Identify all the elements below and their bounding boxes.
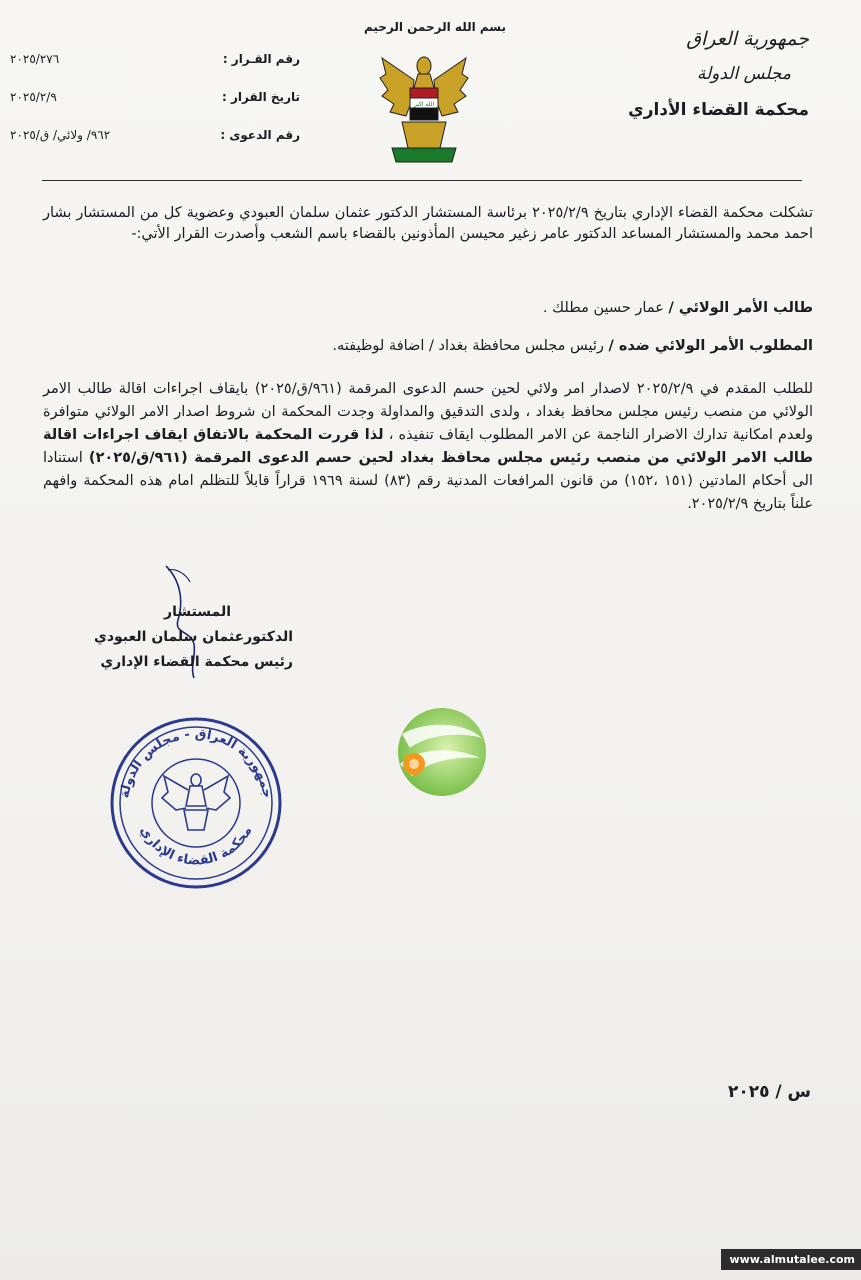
source-url-footer[interactable]: www.almutalee.com (721, 1249, 861, 1270)
signature-block (53, 600, 293, 675)
meta-value: ٢٠٢٥/٢/٩ (10, 90, 57, 104)
decision-paragraph (43, 378, 813, 516)
court-title: محكمة القضاء الأداري (628, 100, 809, 120)
meta-row-case-number (10, 128, 300, 166)
seal-top-text: جمهورية العراق - مجلس الدولة (117, 726, 275, 800)
decision-meta (10, 52, 300, 166)
meta-row-decision-number (10, 52, 300, 90)
bismillah-text: بسم الله الرحمن الرحيم (363, 20, 507, 34)
iraq-eagle-emblem-icon (378, 44, 470, 172)
official-court-seal-icon (106, 714, 286, 892)
republic-title: جمهورية العراق (686, 28, 809, 50)
seal-bottom-text: محكمة القضاء الإداري (136, 823, 256, 869)
signatory-title: المستشار (164, 604, 231, 620)
decision-text-bold: لذا قررت المحكمة بالاتفاق ايقاف اجراءات اقالة طالب الامر الولائي من منصب رئيس مجلس محافظ بغداد لحين حسم الدعوى المرقمة (٩٦١/ق/٢٠٢٥) (43, 427, 814, 466)
meta-label: تاريخ القرار : (222, 90, 300, 104)
court-formation-paragraph: تشكلت محكمة القضاء الإداري بتاريخ ٢٠٢٥/٢/٩ برئاسة المستشار الدكتور عثمان سلمان العبودي وعضوية كل من المستشار بشار احمد محمد والمستشار المساعد الدكتور عامر زغير محيسن المأذونين بالقضاء باسم الشعب وأصدرت القرار الأتي:- (43, 205, 813, 242)
svg-text:الله اكبر: الله اكبر (413, 101, 435, 108)
page-number: س / ٢٠٢٥ (728, 1082, 812, 1102)
respondent-value: رئيس مجلس محافظة بغداد / اضافة لوظيفته. (332, 338, 604, 354)
applicant-label: طالب الأمر الولائي / (668, 300, 813, 316)
applicant-line (543, 300, 813, 316)
respondent-label: المطلوب الأمر الولائي ضده / (608, 338, 813, 354)
meta-label: رقم الدعوى : (220, 128, 300, 142)
meta-label: رقم القـرار : (222, 52, 300, 66)
signatory-position: رئيس محكمة القضاء الإداري (100, 654, 293, 670)
meta-value: ٢٠٢٥/٢٧٦ (10, 52, 60, 66)
applicant-value: عمار حسين مطلك . (542, 300, 664, 316)
header-divider (42, 180, 802, 181)
letterhead (619, 28, 809, 120)
respondent-line (332, 338, 813, 354)
decision-text-part2: استنادا الى أحكام المادتين (١٥١ ،١٥٢) من قانون المرافعات المدنية رقم (٨٣) لسنة ١٩٦٩ قراراً قابلاً للتظلم امام هذه المحكمة وافهم علناً بتاريخ ٢٠٢٥/٢/٩. (43, 450, 813, 512)
publisher-watermark-logo-icon (392, 704, 488, 800)
decision-text-part1: للطلب المقدم في ٢٠٢٥/٢/٩ لاصدار امر ولائي لحين حسم الدعوى المرقمة (٩٦١/ق/٢٠٢٥) بايقاف اجراءات اقالة طالب الامر الولائي من منصب رئيس مجلس محافظ بغداد ، ولدى التدقيق والمداولة وجدت المحكمة ان شروط اصدار الامر الولائي متوافرة ولعدم امكانية تدارك الاضرار الناجمة عن الامر المطلوب ايقاف تنفيذه ، (43, 381, 814, 443)
meta-row-decision-date (10, 90, 300, 128)
signatory-name: الدكتورعثمان سلمان العبودي (94, 629, 293, 645)
meta-value: ٩٦٢/ ولائي/ ق/٢٠٢٥ (10, 128, 111, 142)
council-title: مجلس الدولة (696, 64, 791, 84)
